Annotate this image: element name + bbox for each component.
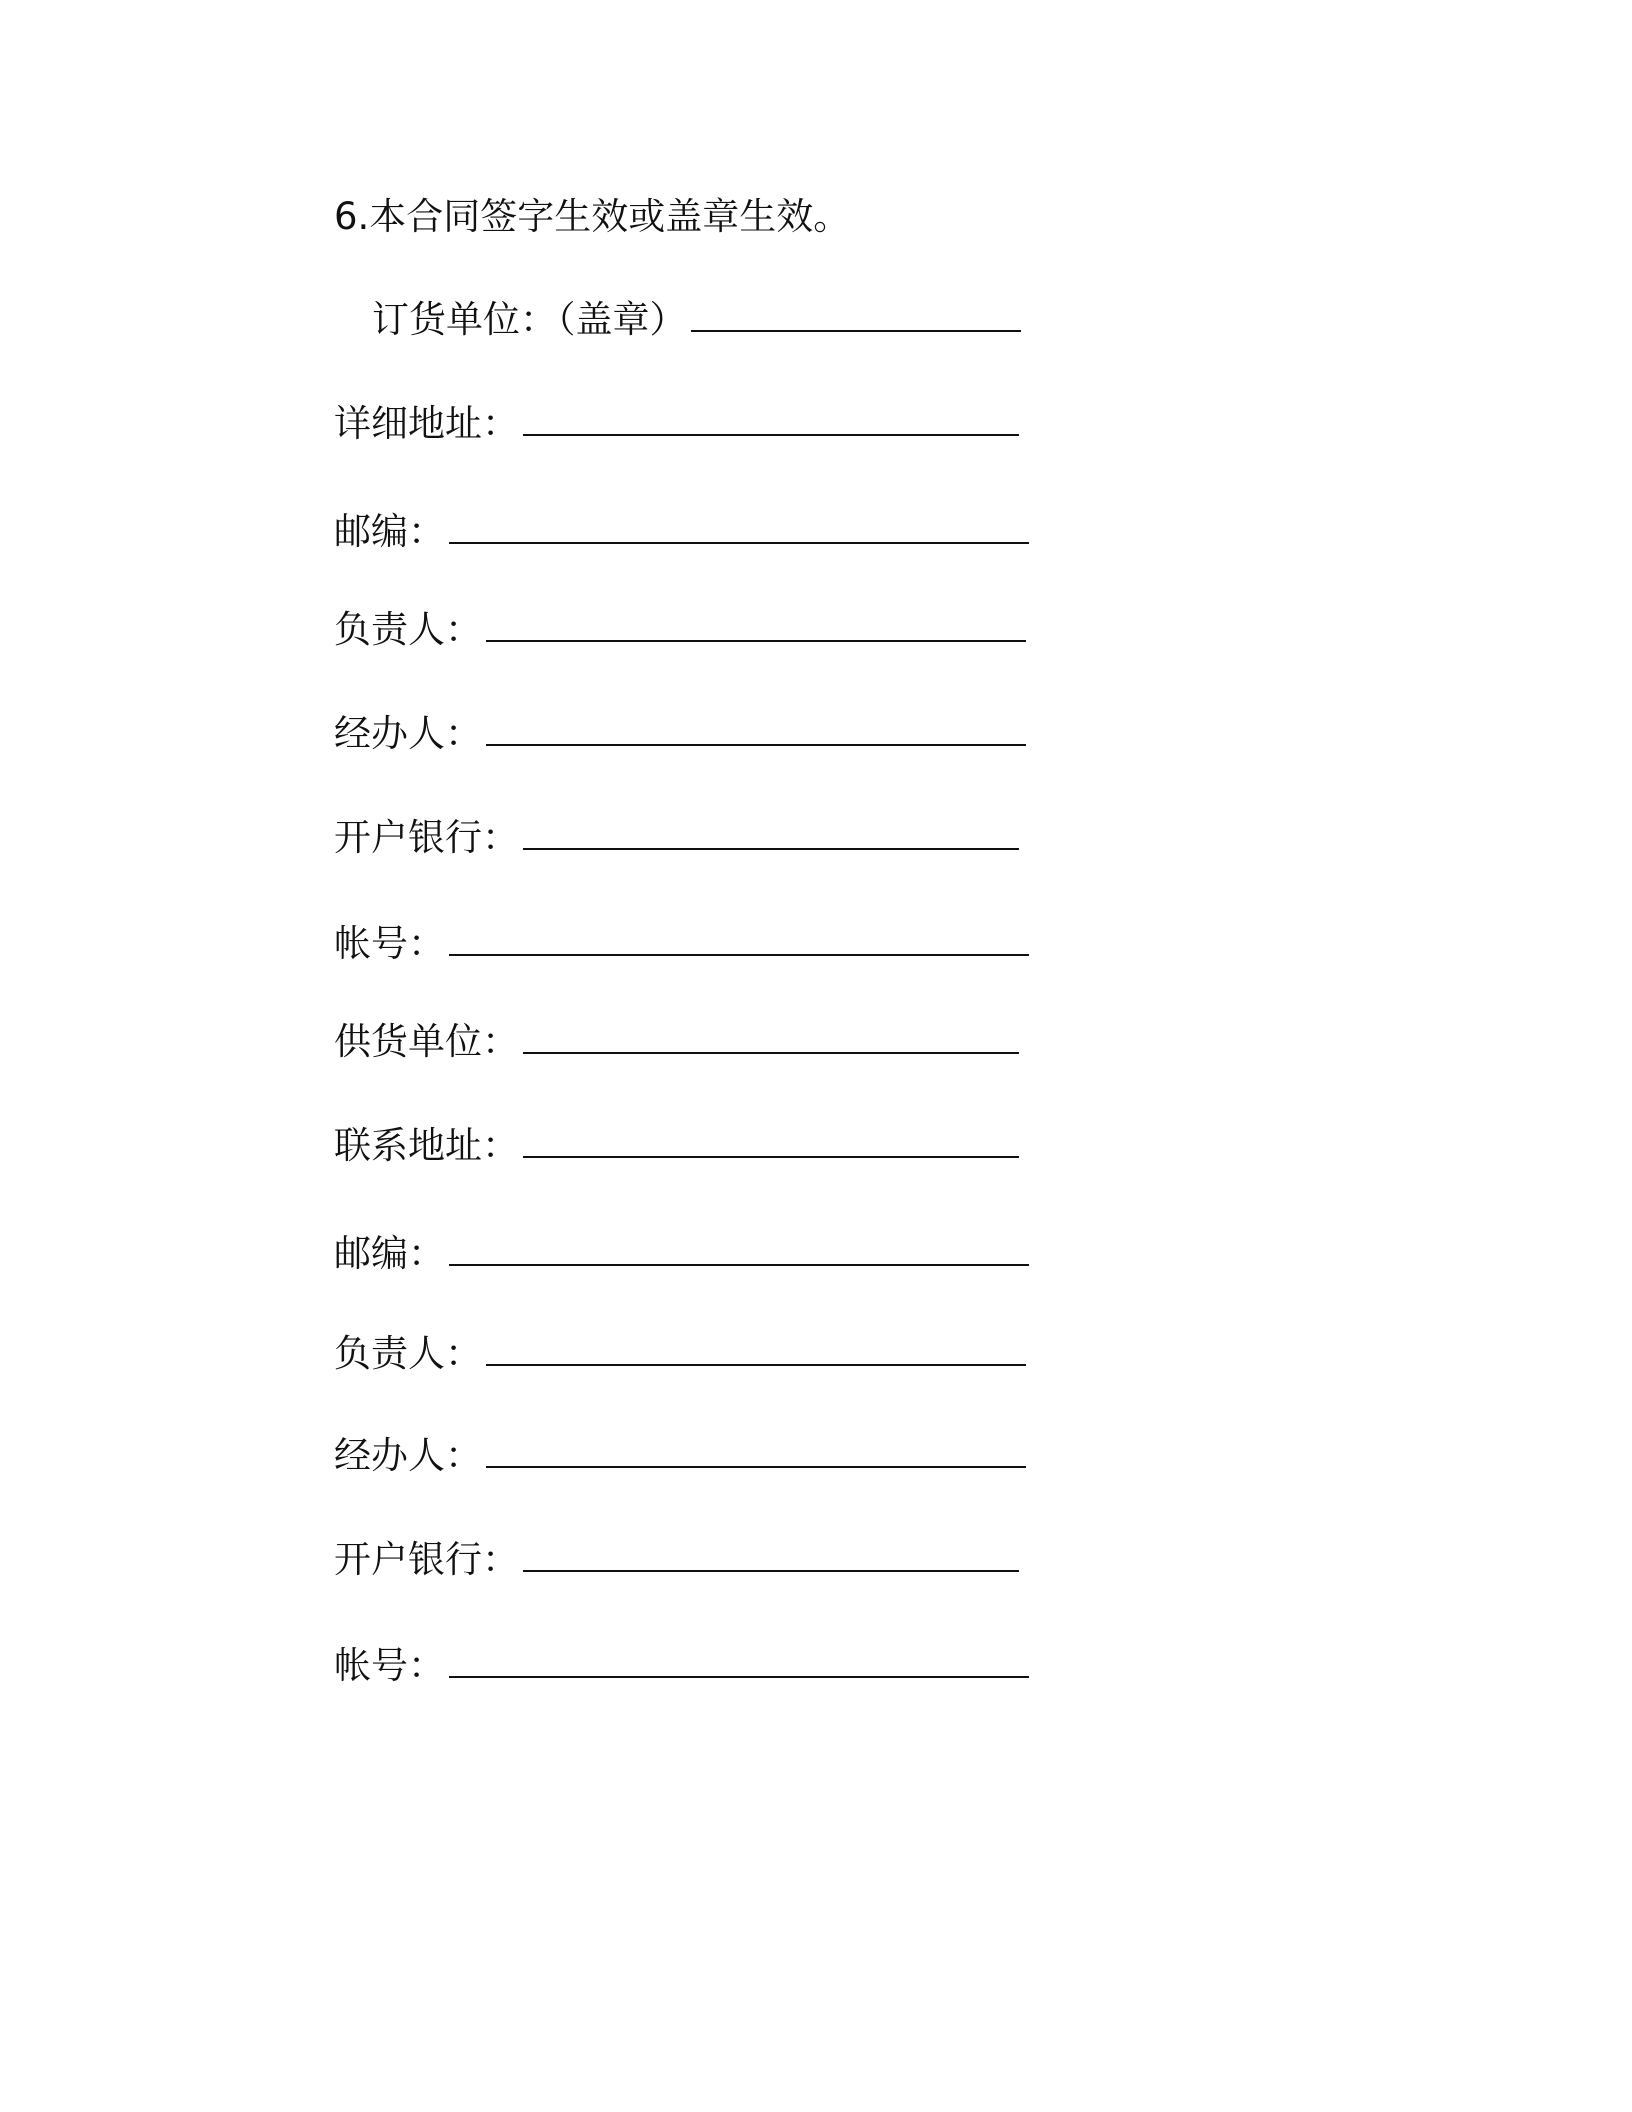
buyer-postcode-blank[interactable] xyxy=(449,508,1029,544)
supplier-handler-label: 经办人： xyxy=(334,1434,482,1477)
buyer-account-blank[interactable] xyxy=(449,920,1029,956)
supplier-address-row xyxy=(334,1122,1019,1170)
buyer-postcode-label: 邮编： xyxy=(334,510,445,553)
supplier-unit-label: 供货单位： xyxy=(334,1020,519,1063)
supplier-unit-row xyxy=(334,1018,1019,1066)
buyer-manager-label: 负责人： xyxy=(334,608,482,651)
supplier-manager-row xyxy=(334,1330,1026,1378)
supplier-address-label: 联系地址： xyxy=(334,1124,519,1167)
supplier-bank-label: 开户银行： xyxy=(334,1538,519,1581)
supplier-account-blank[interactable] xyxy=(449,1642,1029,1678)
buyer-manager-row xyxy=(334,606,1026,654)
supplier-handler-row xyxy=(334,1432,1026,1480)
buyer-manager-blank[interactable] xyxy=(486,606,1026,642)
supplier-bank-row xyxy=(334,1536,1019,1584)
supplier-handler-blank[interactable] xyxy=(486,1432,1026,1468)
clause-effective-text xyxy=(334,193,850,241)
buyer-bank-blank[interactable] xyxy=(523,814,1019,850)
supplier-manager-label: 负责人： xyxy=(334,1332,482,1375)
buyer-bank-label: 开户银行： xyxy=(334,816,519,859)
buyer-account-label: 帐号： xyxy=(334,922,445,965)
supplier-address-blank[interactable] xyxy=(523,1122,1019,1158)
supplier-postcode-blank[interactable] xyxy=(449,1230,1029,1266)
supplier-bank-blank[interactable] xyxy=(523,1536,1019,1572)
supplier-postcode-row xyxy=(334,1230,1029,1278)
supplier-manager-blank[interactable] xyxy=(486,1330,1026,1366)
buyer-handler-row xyxy=(334,710,1026,758)
buyer-unit-row xyxy=(372,296,1021,344)
buyer-address-blank[interactable] xyxy=(523,400,1019,436)
buyer-handler-blank[interactable] xyxy=(486,710,1026,746)
buyer-address-row xyxy=(334,400,1019,448)
buyer-address-label: 详细地址： xyxy=(334,402,519,445)
supplier-unit-blank[interactable] xyxy=(523,1018,1019,1054)
buyer-unit-label: 订货单位：（盖章） xyxy=(372,298,687,341)
buyer-postcode-row xyxy=(334,508,1029,556)
buyer-account-row xyxy=(334,920,1029,968)
supplier-account-label: 帐号： xyxy=(334,1644,445,1687)
clause-text: 6.本合同签字生效或盖章生效。 xyxy=(334,195,851,238)
buyer-bank-row xyxy=(334,814,1019,862)
buyer-unit-blank[interactable] xyxy=(691,296,1021,332)
supplier-account-row xyxy=(334,1642,1029,1690)
buyer-handler-label: 经办人： xyxy=(334,712,482,755)
supplier-postcode-label: 邮编： xyxy=(334,1232,445,1275)
